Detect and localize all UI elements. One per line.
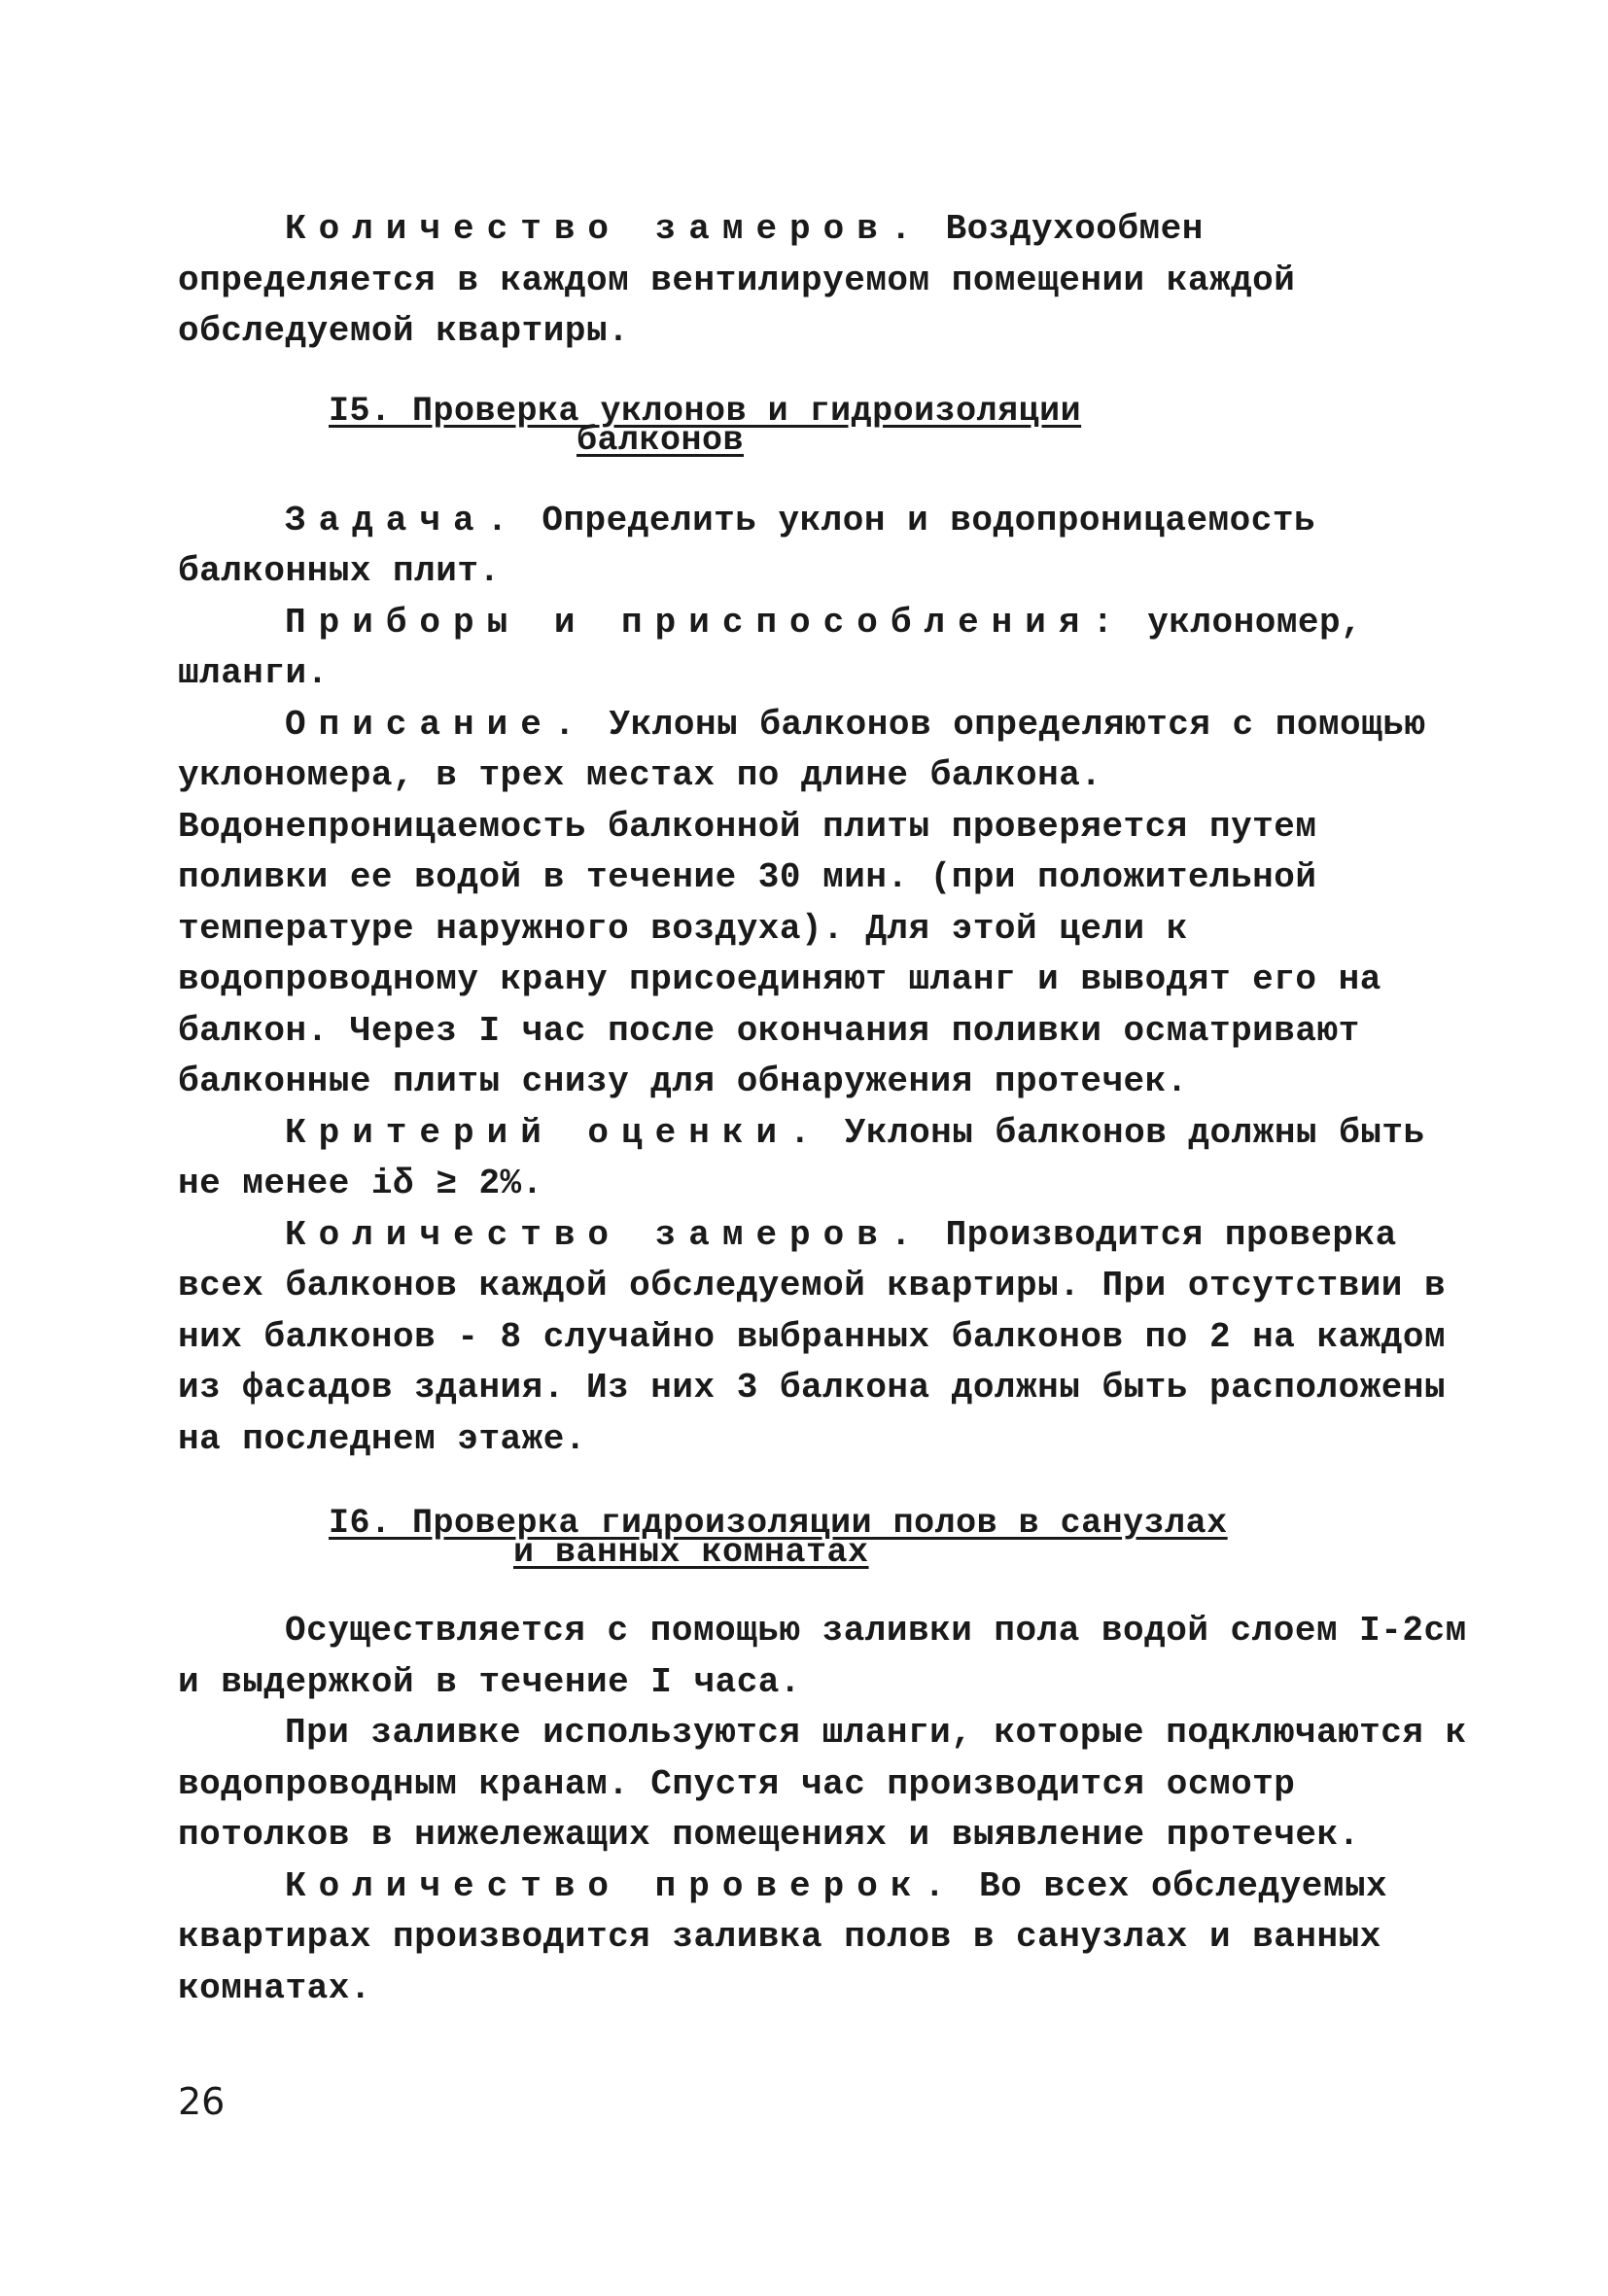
paragraph-text: Во всех обследуемых квартирах производится заливка полов в санузлах и ванных комнатах. bbox=[178, 1865, 1388, 2008]
paragraph-text: Определить уклон и водопроницаемость балконных плит. bbox=[178, 500, 1316, 591]
heading-line-1: I5. Проверка уклонов и гидроизоляции bbox=[329, 391, 1082, 431]
spaced-lead: Количество замеров. bbox=[285, 209, 925, 249]
heading-line-2: и ванных комнатах bbox=[513, 1533, 869, 1572]
paragraph-measurement-count-14 bbox=[178, 204, 1471, 358]
paragraph-text: уклономер, шланги. bbox=[178, 602, 1363, 693]
spaced-lead: Приборы и приспособления: bbox=[285, 602, 1127, 643]
spaced-lead: Количество проверок. bbox=[285, 1865, 959, 1906]
paragraph-criteria bbox=[178, 1108, 1471, 1210]
paragraph-text: Уклоны балконов определяются с помощью уклономера, в трех местах по длине балкона. Водонепроницаемость балконной плиты проверяется путем поливки ее водой в течение 30 мин. (при положительной температуре наружного воздуха). Для этой цели к водопроводному крану присоединяют шланг и выводят его на балкон. Через I час после окончания поливки осматривают балконные плиты снизу для обнаружения протечек. bbox=[178, 704, 1426, 1101]
section-heading-15 bbox=[329, 391, 1471, 460]
section-heading-16 bbox=[329, 1504, 1471, 1572]
paragraph-text: Уклоны балконов должны быть не менее iδ ≥ 2%. bbox=[178, 1112, 1425, 1203]
paragraph-flooding-method: Осуществляется с помощью заливки пола водой слоем I-2см и выдержкой в течение I часа. bbox=[178, 1611, 1467, 1702]
paragraph-text: Воздухообмен определяется в каждом вентилируемом помещении каждой обследуемой квартиры. bbox=[178, 209, 1296, 351]
heading-line-2: балконов bbox=[577, 420, 745, 460]
paragraph-text: Производится проверка всех балконов каждой обследуемой квартиры. При отсутствии в них балконов - 8 случайно выбранных балконов по 2 на каждом из фасадов здания. Из них 3 балкона должны быть расположены на последнем этаже. bbox=[178, 1214, 1447, 1459]
page-body bbox=[178, 204, 1471, 2014]
paragraph-check-count-16 bbox=[178, 1861, 1471, 2015]
spaced-lead: Критерий оценки. bbox=[285, 1112, 823, 1153]
spaced-lead: Количество замеров. bbox=[285, 1214, 925, 1255]
spaced-lead: Описание. bbox=[285, 704, 588, 745]
paragraph-description bbox=[178, 700, 1471, 1108]
page-number: 26 bbox=[178, 2080, 226, 2123]
heading-line-1: I6. Проверка гидроизоляции полов в санузлах bbox=[329, 1504, 1228, 1543]
paragraph-tools bbox=[178, 598, 1471, 700]
paragraph-measurement-count-15 bbox=[178, 1210, 1471, 1466]
spaced-lead: Задача. bbox=[285, 500, 521, 540]
paragraph-task bbox=[178, 496, 1471, 598]
paragraph-hoses: При заливке используются шланги, которые подключаются к водопроводным кранам. Спустя час производится осмотр потолков в нижележащих помещениях и выявление протечек. bbox=[178, 1713, 1467, 1855]
